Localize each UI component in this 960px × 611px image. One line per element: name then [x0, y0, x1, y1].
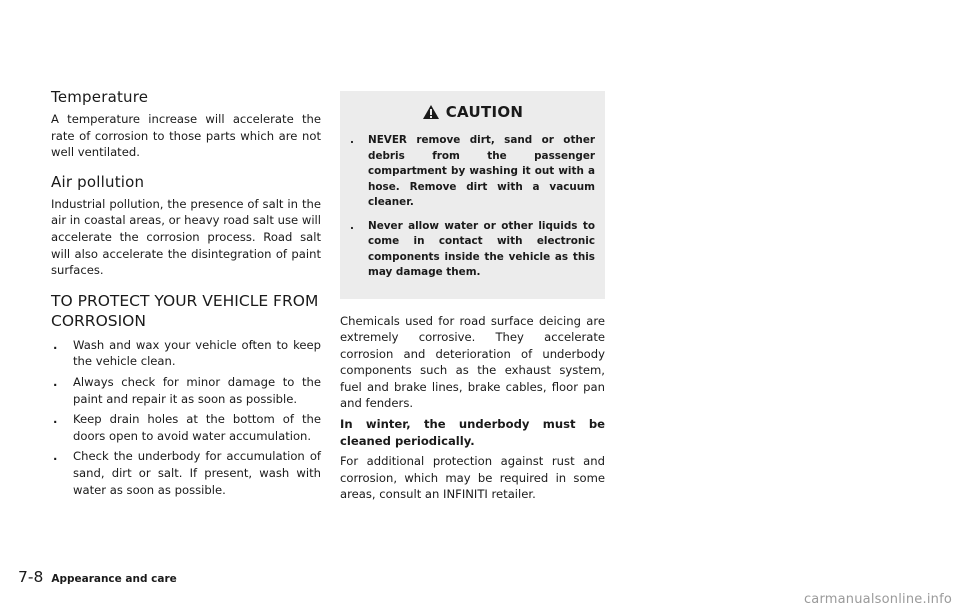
list-item: . Keep drain holes at the bottom of the doors open to avoid water accumulation. [53, 412, 321, 443]
protect-heading: TO PROTECT YOUR VEHICLE FROM CORROSION [51, 291, 319, 330]
protect-list [51, 337, 321, 498]
page-footer [18, 568, 177, 586]
bullet-icon: . [53, 412, 58, 427]
winter-paragraph: In winter, the underbody must be cleaned periodically. [340, 417, 605, 448]
page-number: 7-8 [18, 568, 44, 586]
list-item: . Check the underbody for accumulation of sand, dirt or salt. If present, wash with water as soon as possible. [53, 449, 321, 497]
caution-list [350, 133, 595, 281]
protection-paragraph: For additional protection against rust and corrosion, which may be required in some areas, consult an INFINITI retailer. [340, 454, 605, 502]
list-item: . Wash and wax your vehicle often to keep the vehicle clean. [53, 337, 321, 369]
list-item: . Always check for minor damage to the paint and repair it as soon as possible. [53, 374, 321, 406]
air-pollution-body: Industrial pollution, the presence of salt in the air in coastal areas, or heavy road salt use will accelerate the corrosion process. Road salt will also accelerate the disintegration of paint surfaces. [51, 196, 321, 278]
bullet-icon: . [350, 134, 354, 146]
caution-box [340, 91, 605, 299]
deicing-paragraph: Chemicals used for road surface deicing are extremely corrosive. They accelerate corrosion and deterioration of underbody components such as the exhaust system, fuel and brake lines, brake cables, floor pan and fenders. [340, 313, 605, 411]
caution-title: CAUTION [445, 103, 524, 121]
bullet-icon: . [350, 219, 354, 232]
bullet-icon: . [53, 374, 58, 389]
warning-icon [422, 104, 440, 120]
list-item: . NEVER remove dirt, sand or other debris from the passenger compartment by washing it out with a hose. Remove dirt with a vacuum cleaner. [350, 134, 595, 208]
left-column [51, 88, 321, 502]
air-pollution-heading: Air pollution [51, 172, 145, 191]
section-name: Appearance and care [51, 573, 177, 585]
watermark: carmanualsonline.info [803, 592, 952, 607]
caution-header [350, 103, 595, 121]
list-item: . Never allow water or other liquids to come in contact with electronic components inside the vehicle as this may damage them. [350, 219, 595, 278]
temperature-body: A temperature increase will accelerate the rate of corrosion to those parts which are not well ventilated. [51, 112, 321, 160]
bullet-icon: . [53, 337, 58, 352]
right-column [340, 88, 605, 507]
bullet-icon: . [53, 449, 58, 464]
temperature-heading: Temperature [51, 88, 149, 106]
